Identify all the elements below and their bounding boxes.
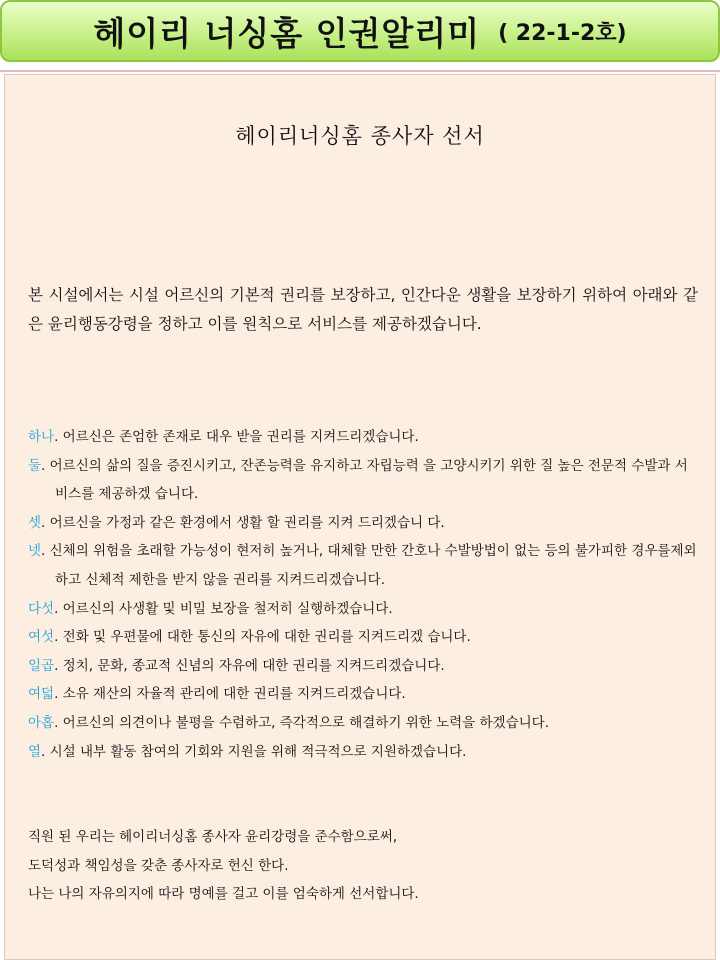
pledge-ordinal: 여섯 [28, 629, 55, 646]
oath-closing [28, 823, 700, 909]
closing-line: 도덕성과 책임성을 갖춘 종사자로 헌신 한다. [28, 857, 289, 874]
pledge-ordinal: 둘 [28, 457, 42, 474]
pledge-item [28, 452, 700, 509]
closing-line: 나는 나의 자유의지에 따라 명예를 걸고 이를 엄숙하게 선서합니다. [28, 886, 419, 902]
pledge-item [28, 652, 700, 681]
header-divider [0, 70, 720, 72]
pledge-text: . 어르신의 삶의 질을 증진시키고, 잔존능력을 유지하고 자립능력 을 고양시키기 위한 질 높은 전문적 수발과 서비스를 제공하겠 습니다. [41, 457, 688, 503]
pledge-ordinal: 다섯 [28, 600, 55, 617]
pledge-item [28, 738, 700, 767]
pledge-text: . 전화 및 우편물에 대한 통신의 자유에 대한 권리를 지켜드리겠 습니다. [54, 629, 471, 646]
pledge-item [28, 423, 700, 452]
newsletter-banner [0, 0, 720, 62]
pledge-ordinal: 열 [28, 743, 42, 760]
pledge-ordinal: 넷 [28, 543, 42, 560]
issue-number: ( 22-1-2호) [498, 20, 627, 46]
pledge-ordinal: 일곱 [28, 657, 55, 674]
document-title: 헤이리너싱홈 종사자 선서 [235, 124, 485, 148]
pledge-text: . 소유 재산의 자율적 관리에 대한 권리를 지켜드리겠습니다. [54, 686, 406, 703]
pledge-text: . 시설 내부 활동 참여의 기회와 지원을 위해 적극적으로 지원하겠습니다. [41, 743, 467, 760]
pledge-text: . 정치, 문화, 종교적 신념의 자유에 대한 권리를 지켜드리겠습니다. [54, 657, 445, 674]
pledge-item [28, 623, 700, 652]
pledge-item [28, 680, 700, 709]
pledge-item [28, 509, 700, 538]
newsletter-title: 헤이리 너싱홈 인권알리미 [93, 13, 481, 53]
pledge-ordinal: 여덟 [28, 686, 55, 703]
pledge-ordinal: 아홉 [28, 714, 55, 731]
pledge-text: . 어르신을 가정과 같은 환경에서 생활 할 권리를 지켜 드리겠습니 다. [41, 514, 445, 531]
pledge-text: . 어르신은 존엄한 존재로 대우 받을 권리를 지켜드리겠습니다. [54, 429, 419, 445]
intro-paragraph: 본 시설에서는 시설 어르신의 기본적 권리를 보장하고, 인간다운 생활을 보장하기 위하여 아래와 같은 윤리행동강령을 정하고 이를 원칙으로 서비스를 제공하겠습니다. [28, 286, 698, 333]
closing-line: 직원 된 우리는 헤이리너싱홈 종사자 윤리강령을 준수함으로써, [28, 829, 398, 845]
pledge-item [28, 709, 700, 738]
pledge-item [28, 595, 700, 624]
pledge-text: . 어르신의 사생활 및 비밀 보장을 철저히 실행하겠습니다. [54, 600, 393, 617]
pledge-ordinal: 셋 [28, 514, 42, 531]
pledge-text: . 신체의 위험을 초래할 가능성이 현저히 높거나, 대체할 만한 간호나 수발방법이 없는 등의 불가피한 경우를제외하고 신체적 제한을 받지 않을 권리를 지켜드리겠습니다. [41, 543, 697, 588]
pledge-item [28, 537, 700, 594]
pledge-text: . 어르신의 의견이나 불평을 수렴하고, 즉각적으로 해결하기 위한 노력을 하겠습니다. [54, 714, 549, 731]
pledge-ordinal: 하나 [28, 429, 55, 445]
pledge-list [28, 423, 700, 766]
